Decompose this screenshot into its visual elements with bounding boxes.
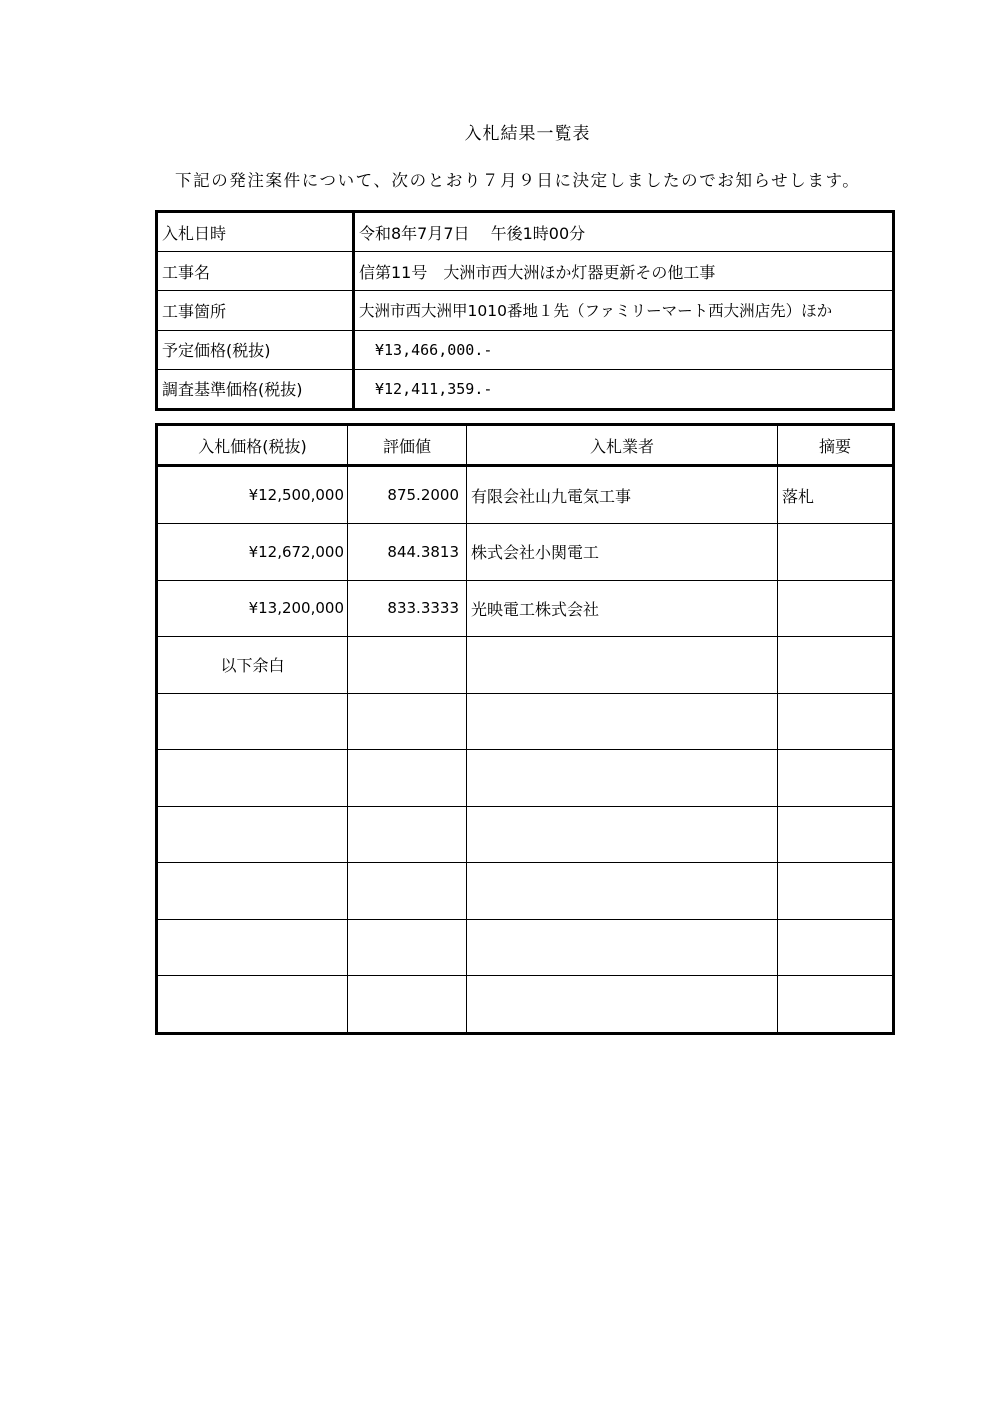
empty-cell (467, 693, 778, 750)
results-header-row (157, 425, 894, 466)
bid-price-cell: ¥12,672,000 (157, 523, 348, 580)
evaluation-cell: 875.2000 (348, 466, 467, 524)
empty-cell (348, 806, 467, 863)
planned-price-label: 予定価格(税抜) (157, 330, 354, 369)
empty-row (157, 919, 894, 976)
empty-cell (467, 637, 778, 694)
empty-cell (348, 750, 467, 807)
empty-row (157, 806, 894, 863)
date-label: 入札日時 (157, 212, 354, 252)
page-title: 入札結果一覧表 (464, 124, 591, 144)
remarks-cell: 落札 (778, 466, 894, 524)
empty-cell (467, 863, 778, 920)
work-name-label: 工事名 (157, 252, 354, 291)
remarks-cell (778, 580, 894, 637)
location-label: 工事箇所 (157, 291, 354, 330)
empty-cell (778, 863, 894, 920)
bidder-cell: 光映電工株式会社 (467, 580, 778, 637)
empty-cell (778, 806, 894, 863)
bid-info-table (155, 210, 895, 411)
table-row (157, 637, 894, 694)
table-row (157, 580, 894, 637)
bid-results-table (155, 423, 895, 1035)
empty-cell (778, 750, 894, 807)
info-row-location (157, 291, 894, 330)
empty-cell (778, 637, 894, 694)
empty-cell (348, 919, 467, 976)
empty-row (157, 976, 894, 1034)
date-value: 令和8年7月7日 午後1時00分 (354, 212, 894, 252)
empty-cell (348, 693, 467, 750)
info-row-date (157, 212, 894, 252)
info-row-work-name (157, 252, 894, 291)
notice-text: 下記の発注案件について、次のとおり７月９日に決定しましたのでお知らせします。 (175, 171, 861, 190)
remarks-cell (778, 523, 894, 580)
info-row-survey-price (157, 369, 894, 409)
bid-price-cell: ¥13,200,000 (157, 580, 348, 637)
empty-cell (778, 693, 894, 750)
empty-cell (467, 750, 778, 807)
table-row (157, 466, 894, 524)
header-bidder: 入札業者 (467, 425, 778, 466)
header-remarks: 摘要 (778, 425, 894, 466)
info-row-planned-price (157, 330, 894, 369)
survey-price-value: ¥12,411,359.- (354, 369, 894, 409)
bidder-cell: 有限会社山九電気工事 (467, 466, 778, 524)
empty-row (157, 750, 894, 807)
empty-cell (348, 863, 467, 920)
planned-price-value: ¥13,466,000.- (354, 330, 894, 369)
work-name-value: 信第11号 大洲市西大洲ほか灯器更新その他工事 (354, 252, 894, 291)
bid-price-cell: ¥12,500,000 (157, 466, 348, 524)
empty-cell (778, 919, 894, 976)
empty-cell (467, 919, 778, 976)
header-evaluation: 評価値 (348, 425, 467, 466)
evaluation-cell: 833.3333 (348, 580, 467, 637)
table-row (157, 523, 894, 580)
location-value: 大洲市西大洲甲1010番地１先（ファミリーマート西大洲店先）ほか (354, 291, 894, 330)
empty-row (157, 693, 894, 750)
empty-cell (157, 750, 348, 807)
empty-cell (157, 919, 348, 976)
empty-cell (467, 806, 778, 863)
bidder-cell: 株式会社小関電工 (467, 523, 778, 580)
empty-cell (157, 806, 348, 863)
evaluation-cell: 844.3813 (348, 523, 467, 580)
empty-cell (778, 976, 894, 1034)
remainder-label: 以下余白 (157, 637, 348, 694)
empty-row (157, 863, 894, 920)
header-bid-price: 入札価格(税抜) (157, 425, 348, 466)
empty-cell (348, 976, 467, 1034)
empty-cell (467, 976, 778, 1034)
survey-price-label: 調査基準価格(税抜) (157, 369, 354, 409)
empty-cell (157, 976, 348, 1034)
empty-cell (157, 863, 348, 920)
empty-cell (348, 637, 467, 694)
empty-cell (157, 693, 348, 750)
